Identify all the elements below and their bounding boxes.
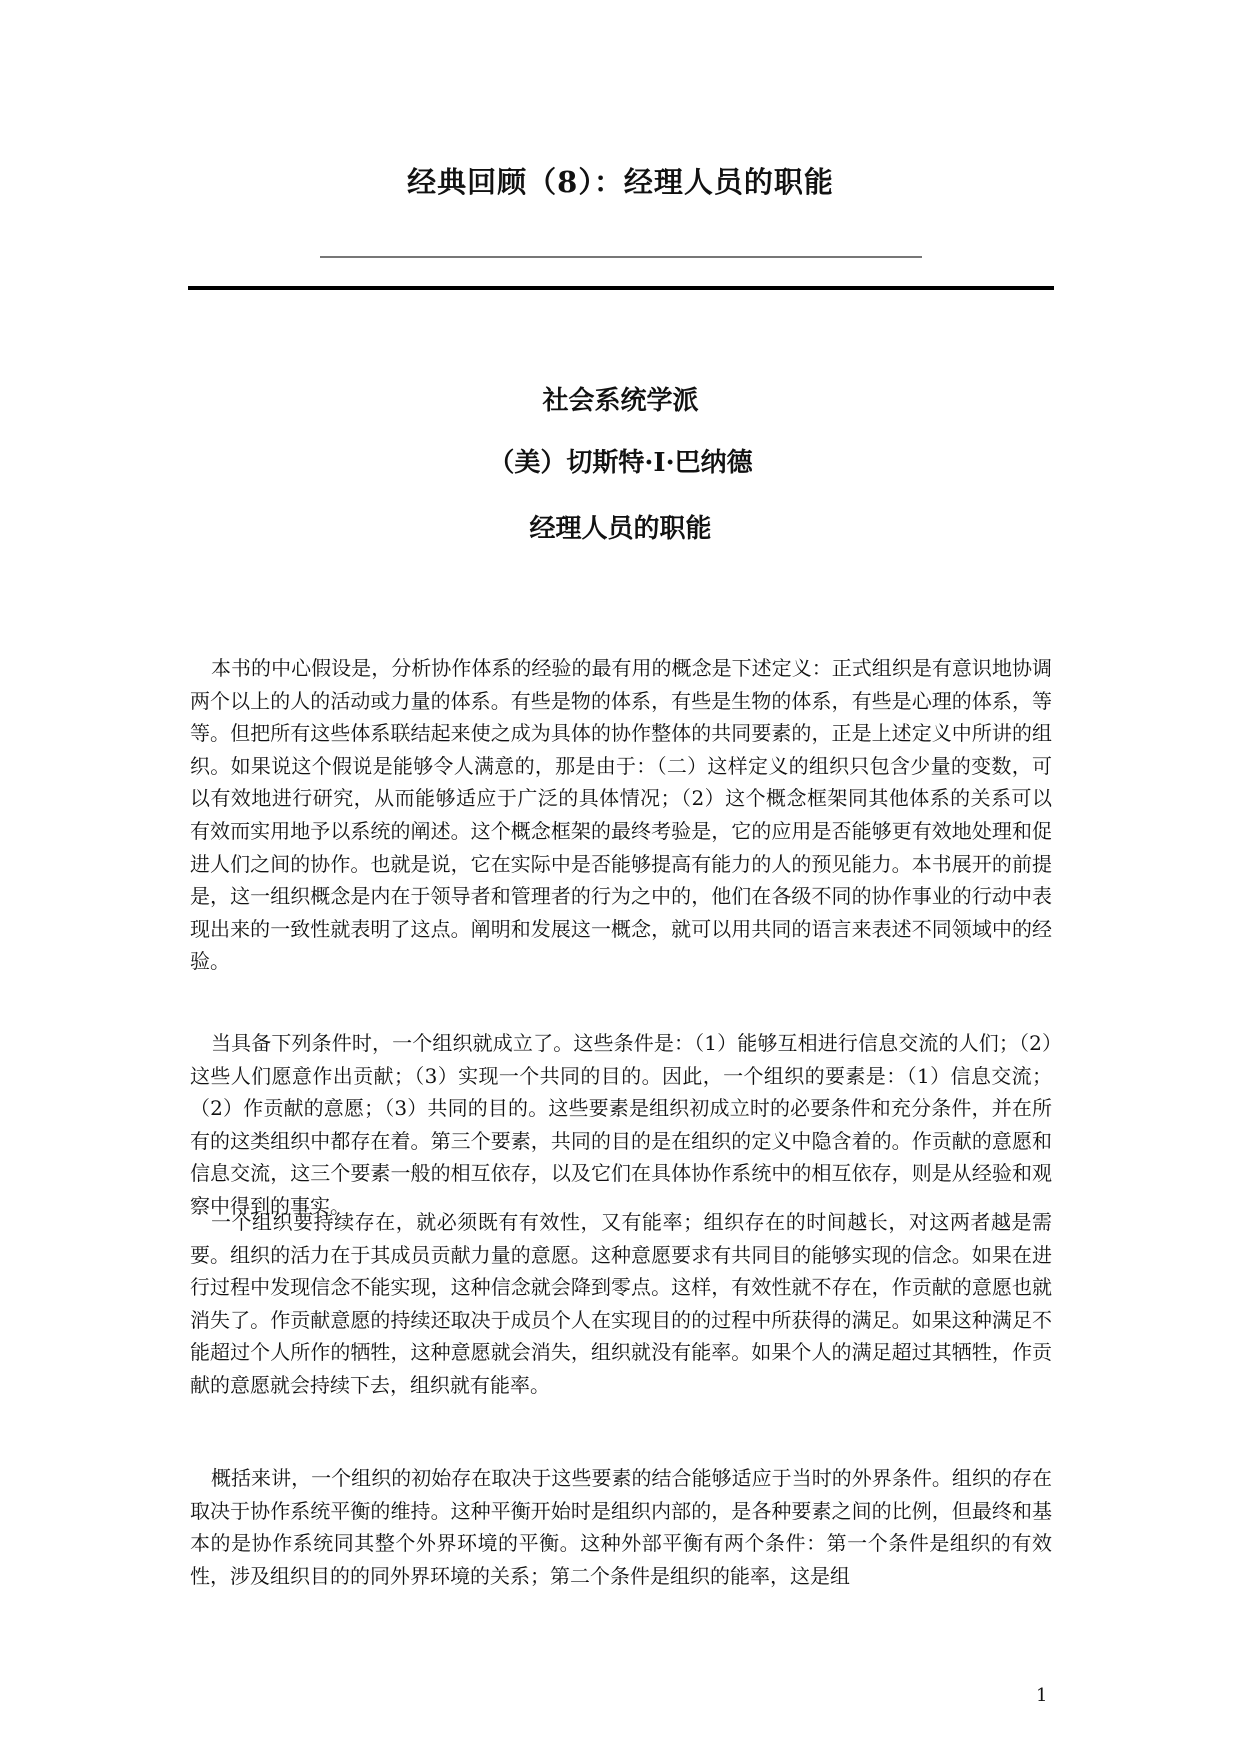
book-title-heading: 经理人员的职能 — [529, 514, 712, 544]
body-paragraph: 当具备下列条件时，一个组织就成立了。这些条件是：（1）能够互相进行信息交流的人们；（2）这些人们愿意作出贡献；（3）实现一个共同的目的。因此，一个组织的要素是：（1）信息交流；（2）作贡献的意愿；（3）共同的目的。这些要素是组织初成立时的必要条件和充分条件，并在所有的这类组织中都存在着。第三个要素，共同的目的是在组织的定义中隐含着的。作贡献的意愿和信息交流，这三个要素一般的相互依存，以及它们在具体协作系统中的相互依存，则是从经验和观察中得到的事实。 — [190, 1031, 1052, 1218]
author-heading: （美）切斯特·I·巴纳德 — [488, 448, 753, 478]
title-underline — [320, 256, 922, 258]
body-paragraph: 概括来讲，一个组织的初始存在取决于这些要素的结合能够适应于当时的外界条件。组织的存在取决于协作系统平衡的维持。这种平衡开始时是组织内部的，是各种要素之间的比例，但最终和基本的是协作系统同其整个外界环境的平衡。这种外部平衡有两个条件：第一个条件是组织的有效性，涉及组织目的的同外界环境的关系；第二个条件是组织的能率，这是组 — [190, 1466, 1052, 1588]
school-heading: 社会系统学派 — [542, 386, 699, 416]
document-title: 经典回顾（8）：经理人员的职能 — [407, 165, 834, 199]
header-divider — [188, 286, 1054, 290]
body-paragraph: 本书的中心假设是，分析协作体系的经验的最有用的概念是下述定义：正式组织是有意识地协调两个以上的人的活动或力量的体系。有些是物的体系，有些是生物的体系，有些是心理的体系，等等。但把所有这些体系联结起来使之成为具体的协作整体的共同要素的，正是上述定义中所讲的组织。如果说这个假说是能够令人满意的，那是由于：（二）这样定义的组织只包含少量的变数，可以有效地进行研究，从而能够适应于广泛的具体情况；（2）这个概念框架同其他体系的关系可以有效而实用地予以系统的阐述。这个概念框架的最终考验是，它的应用是否能够更有效地处理和促进人们之间的协作。也就是说，它在实际中是否能够提高有能力的人的预见能力。本书展开的前提是，这一组织概念是内在于领导者和管理者的行为之中的，他们在各级不同的协作事业的行动中表现出来的一致性就表明了这点。阐明和发展这一概念，就可以用共同的语言来表述不同领域中的经验。 — [190, 656, 1052, 974]
body-paragraph: 一个组织要持续存在，就必须既有有效性，又有能率；组织存在的时间越长，对这两者越是需要。组织的活力在于其成员贡献力量的意愿。这种意愿要求有共同目的能够实现的信念。如果在进行过程中发现信念不能实现，这种信念就会降到零点。这样，有效性就不存在，作贡献的意愿也就消失了。作贡献意愿的持续还取决于成员个人在实现目的的过程中所获得的满足。如果这种满足不能超过个人所作的牺牲，这种意愿就会消失，组织就没有能率。如果个人的满足超过其牺牲，作贡献的意愿就会持续下去，组织就有能率。 — [190, 1210, 1052, 1397]
page-number: 1 — [1036, 1685, 1048, 1706]
